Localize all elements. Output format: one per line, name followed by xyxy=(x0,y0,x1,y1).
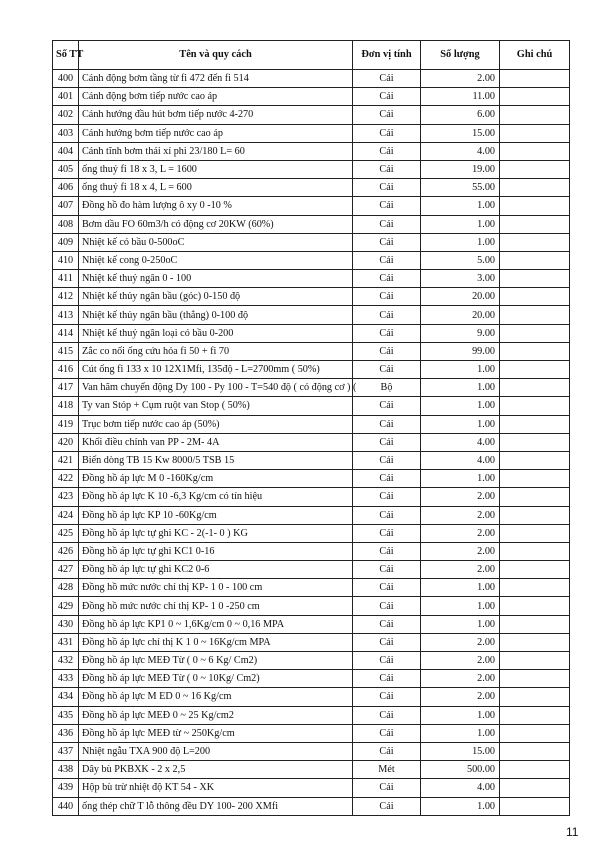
row-stt: 408 xyxy=(53,215,79,233)
row-unit: Cái xyxy=(353,251,421,269)
row-name: Trục bơm tiếp nước cao áp (50%) xyxy=(79,415,353,433)
table-row xyxy=(53,379,570,397)
row-qty: 2.00 xyxy=(421,633,500,651)
table-row xyxy=(53,233,570,251)
row-unit: Cái xyxy=(353,524,421,542)
row-note xyxy=(500,415,570,433)
row-note xyxy=(500,706,570,724)
table-row xyxy=(53,433,570,451)
row-qty: 500.00 xyxy=(421,761,500,779)
row-unit: Cái xyxy=(353,179,421,197)
row-stt: 432 xyxy=(53,652,79,670)
table-row xyxy=(53,397,570,415)
row-unit: Mét xyxy=(353,761,421,779)
row-name: Đồng hồ mức nước chỉ thị KP- 1 0 - 100 cm xyxy=(79,579,353,597)
table-row xyxy=(53,779,570,797)
row-name: Cánh tĩnh bơm thải xỉ phi 23/180 L= 60 xyxy=(79,142,353,160)
row-note xyxy=(500,324,570,342)
row-qty: 20.00 xyxy=(421,288,500,306)
row-stt: 438 xyxy=(53,761,79,779)
row-qty: 2.00 xyxy=(421,670,500,688)
table-row xyxy=(53,706,570,724)
row-unit: Cái xyxy=(353,724,421,742)
row-note xyxy=(500,215,570,233)
row-name: Bơm dầu FO 60m3/h có động cơ 20KW (60%) xyxy=(79,215,353,233)
row-unit: Cái xyxy=(353,215,421,233)
row-unit: Cái xyxy=(353,270,421,288)
row-name: ống thuỷ fi 18 x 4, L = 600 xyxy=(79,179,353,197)
row-stt: 400 xyxy=(53,70,79,88)
row-unit: Cái xyxy=(353,288,421,306)
row-name: Cút ống fi 133 x 10 12X1Mfi, 135độ - L=2700mm ( 50%) xyxy=(79,361,353,379)
row-note xyxy=(500,597,570,615)
row-note xyxy=(500,124,570,142)
row-unit: Cái xyxy=(353,615,421,633)
row-name: Hộp bù trừ nhiệt độ KT 54 - XK xyxy=(79,779,353,797)
row-stt: 410 xyxy=(53,251,79,269)
row-stt: 428 xyxy=(53,579,79,597)
table-row xyxy=(53,688,570,706)
table-row xyxy=(53,561,570,579)
row-unit: Cái xyxy=(353,779,421,797)
row-name: Đồng hồ đo hàm lượng ô xy 0 -10 % xyxy=(79,197,353,215)
row-name: Đồng hồ áp lực chỉ thị K 1 0 ~ 16Kg/cm MPA xyxy=(79,633,353,651)
row-qty: 4.00 xyxy=(421,433,500,451)
row-qty: 1.00 xyxy=(421,215,500,233)
row-qty: 15.00 xyxy=(421,742,500,760)
row-stt: 413 xyxy=(53,306,79,324)
row-stt: 406 xyxy=(53,179,79,197)
row-note xyxy=(500,197,570,215)
row-note xyxy=(500,524,570,542)
row-name: Cánh hướng đầu hút bơm tiếp nước 4-270 xyxy=(79,106,353,124)
row-qty: 2.00 xyxy=(421,688,500,706)
row-note xyxy=(500,488,570,506)
row-qty: 4.00 xyxy=(421,451,500,469)
row-unit: Cái xyxy=(353,706,421,724)
row-qty: 1.00 xyxy=(421,579,500,597)
table-row xyxy=(53,488,570,506)
row-unit: Cái xyxy=(353,342,421,360)
header-note: Ghi chú xyxy=(500,41,570,70)
row-unit: Cái xyxy=(353,124,421,142)
row-note xyxy=(500,88,570,106)
table-row xyxy=(53,470,570,488)
row-qty: 1.00 xyxy=(421,233,500,251)
table-row xyxy=(53,106,570,124)
row-qty: 2.00 xyxy=(421,652,500,670)
row-stt: 415 xyxy=(53,342,79,360)
row-unit: Cái xyxy=(353,397,421,415)
row-name: Nhiệt kế thủy ngân bầu (thẳng) 0-100 độ xyxy=(79,306,353,324)
row-qty: 6.00 xyxy=(421,106,500,124)
row-name: Khối điều chỉnh van PP - 2M- 4A xyxy=(79,433,353,451)
document-page xyxy=(52,40,569,816)
row-note xyxy=(500,361,570,379)
row-unit: Cái xyxy=(353,597,421,615)
row-note xyxy=(500,160,570,178)
row-unit: Cái xyxy=(353,797,421,815)
row-name: Biến dòng TB 15 Kw 8000/5 TSB 15 xyxy=(79,451,353,469)
row-name: Zắc co nối ống cứu hỏa fi 50 + fi 70 xyxy=(79,342,353,360)
row-note xyxy=(500,688,570,706)
row-qty: 4.00 xyxy=(421,142,500,160)
row-note xyxy=(500,379,570,397)
row-name: Nhiệt kế có bầu 0-500oC xyxy=(79,233,353,251)
row-qty: 1.00 xyxy=(421,724,500,742)
row-stt: 425 xyxy=(53,524,79,542)
row-stt: 426 xyxy=(53,542,79,560)
row-note xyxy=(500,633,570,651)
table-row xyxy=(53,579,570,597)
row-unit: Cái xyxy=(353,415,421,433)
row-name: Đồng hồ áp lực KP1 0 ~ 1,6Kg/cm 0 ~ 0,16 MPA xyxy=(79,615,353,633)
row-unit: Cái xyxy=(353,542,421,560)
row-name: Cánh động bơm tiếp nước cao áp xyxy=(79,88,353,106)
table-row xyxy=(53,742,570,760)
row-qty: 1.00 xyxy=(421,615,500,633)
table-row xyxy=(53,306,570,324)
row-note xyxy=(500,251,570,269)
row-note xyxy=(500,179,570,197)
row-qty: 1.00 xyxy=(421,397,500,415)
table-row xyxy=(53,597,570,615)
table-row xyxy=(53,524,570,542)
row-unit: Cái xyxy=(353,142,421,160)
row-stt: 402 xyxy=(53,106,79,124)
row-unit: Cái xyxy=(353,433,421,451)
row-name: Đồng hồ áp lực MEĐ Từ ( 0 ~ 10Kg/ Cm2) xyxy=(79,670,353,688)
row-stt: 404 xyxy=(53,142,79,160)
table-row xyxy=(53,251,570,269)
row-note xyxy=(500,542,570,560)
row-unit: Cái xyxy=(353,306,421,324)
row-stt: 412 xyxy=(53,288,79,306)
row-note xyxy=(500,724,570,742)
row-unit: Bộ xyxy=(353,379,421,397)
row-stt: 430 xyxy=(53,615,79,633)
row-name: Đồng hồ áp lực M ED 0 ~ 16 Kg/cm xyxy=(79,688,353,706)
row-note xyxy=(500,652,570,670)
table-row xyxy=(53,652,570,670)
row-unit: Cái xyxy=(353,688,421,706)
row-stt: 420 xyxy=(53,433,79,451)
row-stt: 411 xyxy=(53,270,79,288)
row-name: Đồng hồ áp lực MEĐ Từ ( 0 ~ 6 Kg/ Cm2) xyxy=(79,652,353,670)
row-unit: Cái xyxy=(353,470,421,488)
row-note xyxy=(500,70,570,88)
row-qty: 2.00 xyxy=(421,70,500,88)
row-name: Nhiệt kế thuỷ ngân 0 - 100 xyxy=(79,270,353,288)
row-note xyxy=(500,142,570,160)
row-qty: 15.00 xyxy=(421,124,500,142)
table-row xyxy=(53,179,570,197)
row-note xyxy=(500,451,570,469)
row-unit: Cái xyxy=(353,160,421,178)
row-note xyxy=(500,761,570,779)
row-qty: 1.00 xyxy=(421,470,500,488)
row-name: Van hãm chuyển động Dy 100 - Py 100 - T=540 độ ( có động cơ ) ( xyxy=(79,379,353,397)
row-qty: 55.00 xyxy=(421,179,500,197)
row-unit: Cái xyxy=(353,579,421,597)
row-name: Đồng hồ áp lực tự ghi KC - 2(-1- 0 ) KG xyxy=(79,524,353,542)
table-row xyxy=(53,270,570,288)
row-stt: 427 xyxy=(53,561,79,579)
table-row xyxy=(53,288,570,306)
table-row xyxy=(53,342,570,360)
row-note xyxy=(500,306,570,324)
row-note xyxy=(500,106,570,124)
header-unit: Đơn vị tính xyxy=(353,41,421,70)
row-name: Dây bù PKBXK - 2 x 2,5 xyxy=(79,761,353,779)
row-note xyxy=(500,615,570,633)
row-note xyxy=(500,470,570,488)
row-unit: Cái xyxy=(353,106,421,124)
table-row xyxy=(53,70,570,88)
row-qty: 1.00 xyxy=(421,197,500,215)
table-row xyxy=(53,797,570,815)
row-stt: 419 xyxy=(53,415,79,433)
row-qty: 19.00 xyxy=(421,160,500,178)
table-row xyxy=(53,506,570,524)
header-name: Tên và quy cách xyxy=(79,41,353,70)
row-note xyxy=(500,670,570,688)
row-note xyxy=(500,561,570,579)
table-row xyxy=(53,215,570,233)
row-stt: 417 xyxy=(53,379,79,397)
table-row xyxy=(53,542,570,560)
row-unit: Cái xyxy=(353,197,421,215)
row-stt: 439 xyxy=(53,779,79,797)
header-row xyxy=(53,41,570,70)
row-unit: Cái xyxy=(353,506,421,524)
row-unit: Cái xyxy=(353,488,421,506)
row-note xyxy=(500,579,570,597)
row-name: Ty van Stóp + Cụm ruột van Stop ( 50%) xyxy=(79,397,353,415)
row-stt: 434 xyxy=(53,688,79,706)
table-row xyxy=(53,615,570,633)
table-row xyxy=(53,633,570,651)
row-note xyxy=(500,742,570,760)
table-row xyxy=(53,415,570,433)
row-name: Đồng hồ áp lực MEĐ từ ~ 250Kg/cm xyxy=(79,724,353,742)
row-stt: 424 xyxy=(53,506,79,524)
table-row xyxy=(53,160,570,178)
row-name: Cánh hướng bơm tiếp nước cao áp xyxy=(79,124,353,142)
row-stt: 407 xyxy=(53,197,79,215)
table-row xyxy=(53,324,570,342)
row-stt: 403 xyxy=(53,124,79,142)
row-note xyxy=(500,288,570,306)
row-note xyxy=(500,797,570,815)
row-qty: 1.00 xyxy=(421,415,500,433)
table-row xyxy=(53,724,570,742)
row-name: ống thuỷ fi 18 x 3, L = 1600 xyxy=(79,160,353,178)
table-row xyxy=(53,142,570,160)
row-qty: 11.00 xyxy=(421,88,500,106)
row-note xyxy=(500,779,570,797)
row-qty: 4.00 xyxy=(421,779,500,797)
table-header xyxy=(53,41,570,70)
row-note xyxy=(500,506,570,524)
row-name: Nhiệt kế cong 0-250oC xyxy=(79,251,353,269)
row-stt: 401 xyxy=(53,88,79,106)
row-stt: 421 xyxy=(53,451,79,469)
row-qty: 99.00 xyxy=(421,342,500,360)
row-note xyxy=(500,397,570,415)
table-row xyxy=(53,88,570,106)
row-name: Đồng hồ áp lực tự ghi KC2 0-6 xyxy=(79,561,353,579)
row-note xyxy=(500,342,570,360)
row-unit: Cái xyxy=(353,652,421,670)
row-qty: 3.00 xyxy=(421,270,500,288)
row-name: Đồng hồ áp lực K 10 -6,3 Kg/cm có tín hiệu xyxy=(79,488,353,506)
row-unit: Cái xyxy=(353,451,421,469)
row-stt: 418 xyxy=(53,397,79,415)
page-number: 11 xyxy=(566,825,579,839)
row-qty: 1.00 xyxy=(421,379,500,397)
row-stt: 409 xyxy=(53,233,79,251)
row-stt: 422 xyxy=(53,470,79,488)
row-unit: Cái xyxy=(353,561,421,579)
row-name: Đồng hồ áp lực tự ghi KC1 0-16 xyxy=(79,542,353,560)
row-unit: Cái xyxy=(353,670,421,688)
row-qty: 1.00 xyxy=(421,361,500,379)
row-name: Đồng hồ áp lực MEĐ 0 ~ 25 Kg/cm2 xyxy=(79,706,353,724)
row-name: Đồng hồ mức nước chỉ thị KP- 1 0 -250 cm xyxy=(79,597,353,615)
row-stt: 436 xyxy=(53,724,79,742)
row-unit: Cái xyxy=(353,233,421,251)
row-stt: 435 xyxy=(53,706,79,724)
row-name: Nhiệt kế thủy ngân bầu (góc) 0-150 độ xyxy=(79,288,353,306)
row-unit: Cái xyxy=(353,742,421,760)
row-qty: 1.00 xyxy=(421,797,500,815)
row-stt: 437 xyxy=(53,742,79,760)
table-row xyxy=(53,124,570,142)
table-row xyxy=(53,670,570,688)
row-stt: 431 xyxy=(53,633,79,651)
row-qty: 2.00 xyxy=(421,524,500,542)
row-qty: 2.00 xyxy=(421,561,500,579)
row-qty: 9.00 xyxy=(421,324,500,342)
table-row xyxy=(53,761,570,779)
row-name: ống thép chữ T lỗ thông đều DY 100- 200 XMfi xyxy=(79,797,353,815)
row-name: Nhiệt ngẫu TXA 900 độ L=200 xyxy=(79,742,353,760)
row-stt: 433 xyxy=(53,670,79,688)
inventory-table xyxy=(52,40,570,816)
row-qty: 20.00 xyxy=(421,306,500,324)
row-unit: Cái xyxy=(353,88,421,106)
row-stt: 429 xyxy=(53,597,79,615)
row-unit: Cái xyxy=(353,70,421,88)
row-unit: Cái xyxy=(353,324,421,342)
row-note xyxy=(500,433,570,451)
row-stt: 423 xyxy=(53,488,79,506)
row-name: Cánh động bơm tầng từ fi 472 đến fi 514 xyxy=(79,70,353,88)
row-note xyxy=(500,270,570,288)
row-qty: 1.00 xyxy=(421,706,500,724)
row-unit: Cái xyxy=(353,361,421,379)
table-body xyxy=(53,70,570,816)
header-stt: Số TT xyxy=(53,41,79,70)
table-row xyxy=(53,197,570,215)
row-qty: 2.00 xyxy=(421,542,500,560)
table-row xyxy=(53,451,570,469)
row-qty: 1.00 xyxy=(421,597,500,615)
row-stt: 414 xyxy=(53,324,79,342)
row-unit: Cái xyxy=(353,633,421,651)
row-note xyxy=(500,233,570,251)
row-qty: 2.00 xyxy=(421,506,500,524)
row-qty: 2.00 xyxy=(421,488,500,506)
row-name: Nhiệt kế thuỷ ngân loại có bầu 0-200 xyxy=(79,324,353,342)
row-name: Đồng hồ áp lực KP 10 -60Kg/cm xyxy=(79,506,353,524)
table-row xyxy=(53,361,570,379)
row-stt: 416 xyxy=(53,361,79,379)
row-qty: 5.00 xyxy=(421,251,500,269)
row-stt: 405 xyxy=(53,160,79,178)
row-stt: 440 xyxy=(53,797,79,815)
row-name: Đồng hồ áp lực M 0 -160Kg/cm xyxy=(79,470,353,488)
header-qty: Số lượng xyxy=(421,41,500,70)
